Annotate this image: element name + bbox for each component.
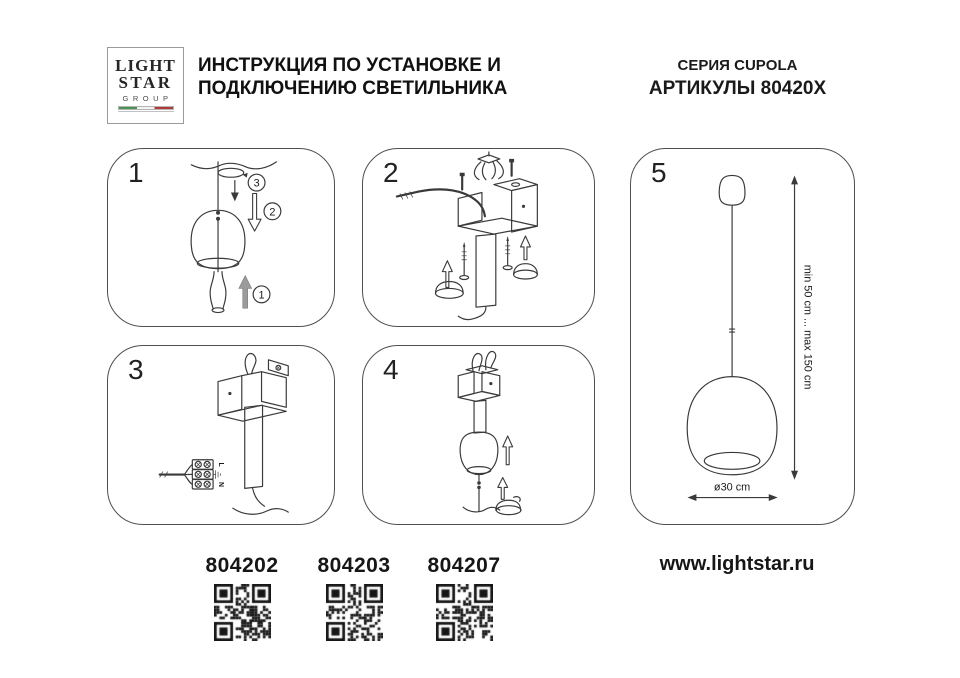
height-range-label: min 50 cm ... max 150 cm <box>801 264 814 390</box>
callout-2: 2 <box>269 206 276 219</box>
long-screw-right <box>503 236 512 270</box>
italian-flag-stripe <box>118 106 174 110</box>
step-panel-3 <box>107 345 335 525</box>
earth-ground-icon <box>213 470 221 478</box>
diagram-wiring <box>108 346 334 524</box>
logo-word-light: LIGHT <box>115 56 176 75</box>
ceiling-line <box>191 162 276 169</box>
suspension-cord <box>730 205 735 376</box>
diameter-dimension <box>687 482 777 501</box>
mains-cable <box>397 189 485 216</box>
diagram-dimensions <box>631 149 854 524</box>
canopy-dish-right <box>514 264 538 279</box>
terminal-block <box>192 460 213 489</box>
website-url: www.lightstar.ru <box>659 553 815 575</box>
title-line-2: ПОДКЛЮЧЕНИЮ СВЕТИЛЬНИКА <box>198 78 508 99</box>
ceiling-bracket <box>458 179 537 234</box>
logo-underline <box>118 111 174 112</box>
up-arrow-icon <box>521 236 531 260</box>
wire-loop <box>245 354 256 374</box>
glass-diffuser <box>210 272 226 313</box>
up-arrow-icon <box>503 436 513 465</box>
qr-code <box>326 584 383 641</box>
step-number-3: 3 <box>128 354 144 385</box>
diagram-attach-diffuser <box>108 149 334 326</box>
rotate-to-fix-icon <box>218 168 248 201</box>
mains-cable <box>160 464 193 484</box>
page-title <box>198 54 538 100</box>
article-column-804207 <box>419 554 509 641</box>
qr-code <box>436 584 493 641</box>
mounting-screw-top-left <box>460 173 465 190</box>
ceiling-canopy <box>719 175 745 205</box>
terminal-label-live: L <box>217 462 225 467</box>
step-number-5: 5 <box>651 157 667 188</box>
cord-and-stopper <box>463 475 500 512</box>
up-arrow-icon <box>498 478 508 500</box>
long-screw-left <box>460 242 469 280</box>
article-code: 804202 <box>205 554 279 577</box>
toggle-anchor-icon <box>474 152 503 180</box>
terminal-label-neutral: N <box>217 481 225 487</box>
logo-word-group: GROUP <box>122 94 173 103</box>
down-arrow-icon <box>248 193 261 231</box>
step-panel-1 <box>107 148 335 327</box>
articles-label: АРТИКУЛЫ 80420X <box>648 78 827 99</box>
article-column-804202 <box>197 554 287 641</box>
height-dimension <box>791 175 813 479</box>
pendant-shade <box>460 432 498 475</box>
step-panel-2 <box>362 148 595 327</box>
title-line-1: ИНСТРУКЦИЯ ПО УСТАНОВКЕ И <box>198 55 501 76</box>
pendant-shade <box>191 210 245 271</box>
lightstar-logo <box>107 47 184 124</box>
series-block <box>635 57 840 100</box>
mounting-screw-top-right <box>509 159 514 176</box>
canopy-dish <box>496 497 521 515</box>
article-code: 804207 <box>427 554 501 577</box>
diameter-label: ø30 cm <box>713 481 751 494</box>
suspension-rod <box>233 405 288 514</box>
pendant-shade <box>687 377 777 475</box>
step-panel-4 <box>362 345 595 525</box>
step-number-2: 2 <box>383 157 399 188</box>
series-label: СЕРИЯ CUPOLA <box>677 57 798 74</box>
step-number-1: 1 <box>128 157 144 188</box>
diagram-attach-shade <box>363 346 594 524</box>
article-column-804203 <box>309 554 399 641</box>
callout-1: 1 <box>258 289 265 302</box>
step-number-4: 4 <box>383 354 399 385</box>
callout-3: 3 <box>253 177 260 190</box>
diagram-mount-bracket <box>363 149 594 326</box>
logo-word-star: STAR <box>118 73 173 92</box>
up-arrow-icon <box>239 276 252 309</box>
suspension-rod <box>474 400 486 433</box>
article-code: 804203 <box>317 554 391 577</box>
qr-code <box>214 584 271 641</box>
up-arrow-icon <box>442 261 452 288</box>
step-panel-5 <box>630 148 855 525</box>
